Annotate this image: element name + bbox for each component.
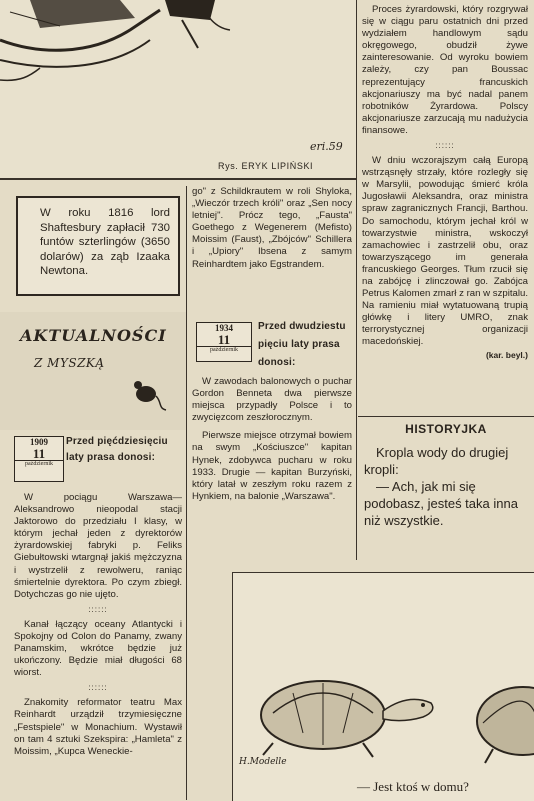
date-box-1934 bbox=[196, 322, 252, 362]
author-signature: (kar. beyl.) bbox=[485, 349, 528, 360]
news-paragraph: go" z Schildkrautem w roli Shyloka, „Wieczór trzech króli" oraz „Sen nocy letniej". Prócz tego, „Fausta" Goethego z Wegenerem (Mefisto) Moissim (Faust), „Zbójców" Schillera i „Upiory" Ibsena z samym Reinhardtem jako Egstrandem. bbox=[192, 186, 352, 270]
historyjka-line: — Ach, jak mi się podobasz, jesteś taka inna niż wszystkie. bbox=[364, 479, 518, 528]
column-2-text bbox=[192, 376, 352, 503]
date-box-1909 bbox=[14, 436, 64, 482]
date-year: 1909 bbox=[30, 437, 48, 447]
illustration-drawing bbox=[0, 0, 356, 178]
date-month: październik bbox=[197, 346, 251, 354]
news-paragraph: W zawodach balonowych o puchar Gordon Benneta dwa pierwsze miejsca przypadły Polsce i to zwycięzcom zeszłorocznym. bbox=[192, 376, 352, 424]
date-day: 11 bbox=[32, 446, 46, 461]
historyjka-title: HISTORYJKA bbox=[405, 422, 487, 436]
box-note bbox=[16, 196, 180, 296]
mouse-icon bbox=[128, 372, 168, 412]
section-heading-1909: Przed pięćdziesięciu laty prasa donosi: bbox=[66, 436, 168, 463]
logo-title: AKTUALNOŚCI bbox=[20, 326, 167, 345]
cartoon-signature: H.Modelle bbox=[239, 757, 287, 767]
section-heading-1934: Przed dwudziestu pięciu laty prasa donosi: bbox=[258, 321, 346, 368]
column-2-continuation bbox=[192, 186, 352, 271]
news-paragraph: Kanał łączący oceany Atlantycki i Spokojny od Colon do Panamy, zwany Panamskim, wkrótce będzie już ukończony. Będzie miał długości 68 wiorst. bbox=[14, 618, 182, 679]
column-3-text bbox=[362, 4, 528, 361]
logo-subtitle: Z MYSZKĄ bbox=[34, 356, 105, 370]
column-1-text bbox=[14, 492, 182, 758]
artist-signature: eri.59 bbox=[310, 140, 343, 153]
logo-aktualnosci bbox=[0, 312, 186, 430]
news-paragraph: W dniu wczorajszym całą Europą wstrząsnęły strzały, które rozległy się w Marsylii, powodując śmierć króla Jugosławii Aleksandra, oraz ministra spraw zagranicznych Francji, Barthou. Do samochodu, którym jechał król w towarzystwie ministra, wskoczył zamachowiec i zastrzelił obu, oraz towarzyszącego im generała francuskiego Georges. Tłum rzucił się na zabójcę i zlinczował go. Zabójca Petrus Kalomen zmarł z ran w szpitalu. Na ramieniu miał wytatuowaną trupią główkę i litery UMRO, znak terrorystycznej organizacji macedońskiej. bbox=[362, 155, 528, 348]
rule-above-historyjka bbox=[358, 416, 534, 417]
date-year: 1934 bbox=[215, 323, 233, 333]
column-rule-1 bbox=[186, 186, 187, 800]
news-paragraph: Znakomity reformator teatru Max Reinhardt urządził trzymiesięczne „Festspiele" w Monachium. Wystawił on tam 4 sztuki Szekspira: „Hamleta" z Moissim, „Kupca Weneckie- bbox=[14, 697, 182, 757]
separator: :::::: bbox=[435, 141, 455, 151]
separator: :::::: bbox=[88, 683, 108, 693]
illustration-credit: Rys. ERYK LIPIŃSKI bbox=[218, 161, 314, 171]
historyjka bbox=[364, 422, 528, 529]
date-day: 11 bbox=[217, 332, 231, 347]
date-month: październik bbox=[15, 460, 63, 468]
turtle-drawing bbox=[233, 573, 534, 773]
news-paragraph: Proces żyrardowski, który rozgrywał się w ciągu paru ostatnich dni przed wydziałem handlowym sądu okręgowego, obudził żywe zainteresowanie. Od wyroku bowiem zależy, czy pan Boussac reprezentujący francuskich akcjonariuszy ma być nadal panem robotników Żyrardowa. Polscy akcjonariusze zarzucają mu nadużycia finansowe. bbox=[362, 4, 528, 136]
top-illustration bbox=[0, 0, 356, 178]
rule-under-illustration bbox=[0, 178, 356, 180]
box-note-text: W roku 1816 lord Shaftesbury zapłacił 730 funtów szterlingów (3650 dolarów) za ząb Izaaka Newtona. bbox=[40, 207, 170, 277]
historyjka-line: Kropla wody do drugiej kropli: bbox=[364, 445, 509, 477]
cartoon-caption: — Jest ktoś w domu? bbox=[357, 779, 469, 794]
column-rule-2 bbox=[356, 0, 357, 560]
separator: :::::: bbox=[88, 604, 108, 614]
turtle-cartoon bbox=[232, 572, 534, 801]
news-paragraph: W pociągu Warszawa—Aleksandrowo nieopodal stacji Jaktorowo do przedziału I klasy, w którym jechał jeden z dyrektorów żyrardowskiej fabryki p. Feliks Giebułtowski wtargnął jakiś mężczyzna i wystrzelił z rewolweru, raniąc śmiertelnie dyrektora. Po czym zbiegł. Dotychczas go nie ujęto. bbox=[14, 492, 182, 600]
news-paragraph: Pierwsze miejsce otrzymał bowiem na swym „Kościuszce" kapitan Hynek, zdobywca pucharu w roku 1933. Drugie — kapitan Burzyński, który latał w zeszłym roku razem z Hynkiem, na balonie „Warszawa". bbox=[192, 430, 352, 502]
